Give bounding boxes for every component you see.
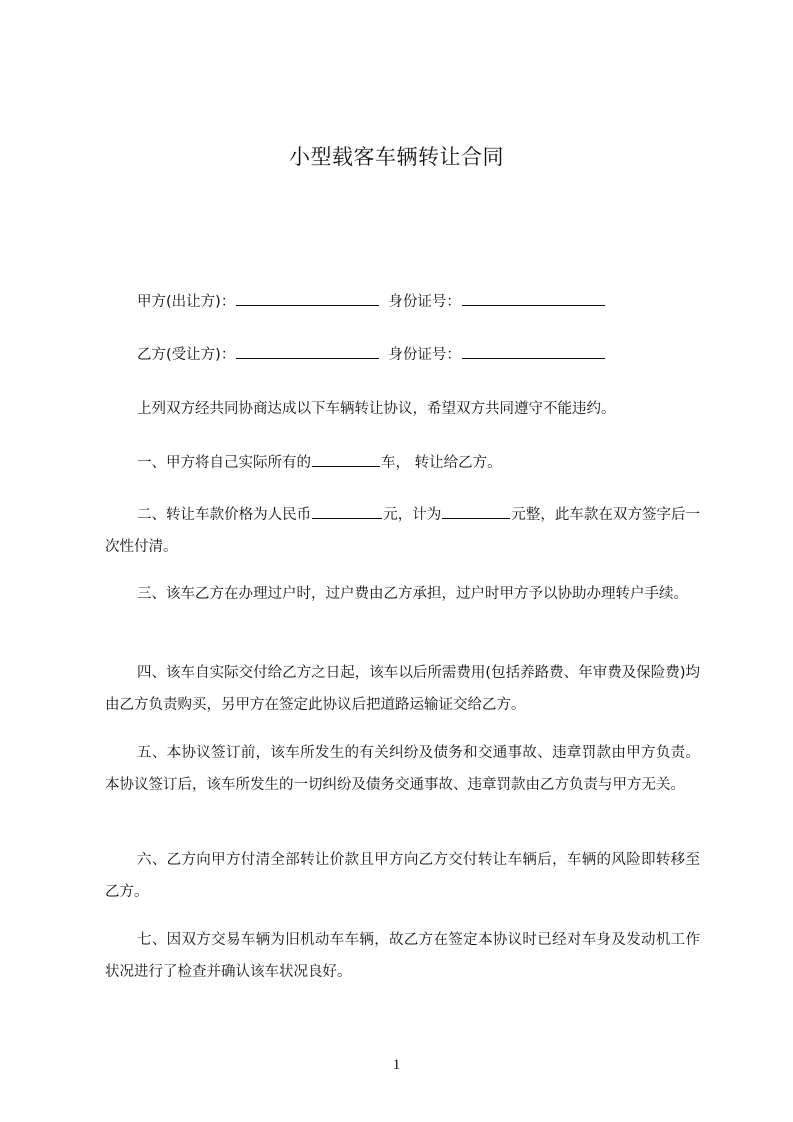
price-blank (312, 503, 382, 519)
price-in-words-blank (442, 503, 510, 519)
clause-2-text-part1: 二、转让车款价格为人民币 (137, 507, 312, 523)
party-a-label: 甲方(出让方)： (137, 294, 236, 310)
clause-6-paragraph: 六、乙方向甲方付清全部转让价款且甲方向乙方交付转让车辆后，车辆的风险即转移至乙方。 (105, 852, 700, 900)
page-number: 1 (392, 1057, 401, 1073)
clause-1-paragraph (105, 447, 700, 479)
clause-2-text-part2: 元，计为 (383, 507, 442, 523)
party-a-line (137, 290, 606, 313)
document-title: 小型载客车辆转让合同 (289, 145, 504, 169)
party-a-id-blank (462, 290, 605, 306)
party-b-id-label: 身份证号： (388, 347, 461, 363)
party-b-name-blank (236, 343, 379, 359)
party-b-label: 乙方(受让方)： (137, 347, 236, 363)
preamble-paragraph: 上列双方经共同协商达成以下车辆转让协议，希望双方共同遵守不能违约。 (137, 401, 616, 417)
vehicle-blank (312, 451, 380, 467)
clause-4-paragraph: 四、该车自实际交付给乙方之日起，该车以后所需费用(包括养路费、年审费及保险费)均由乙方负责购买，另甲方在签定此协议后把道路运输证交给乙方。 (105, 665, 700, 713)
clause-1-text-before: 一、甲方将自己实际所有的 (137, 455, 311, 471)
clause-2-paragraph (105, 499, 700, 563)
clause-7-paragraph: 七、因双方交易车辆为旧机动车车辆，故乙方在签定本协议时已经对车身及发动机工作状况进行了检查并确认该车状况良好。 (105, 932, 700, 980)
clause-2-text-part3: 元整，此车款在双方签字后一次性付清。 (105, 507, 701, 555)
party-b-id-blank (462, 343, 605, 359)
clause-1-text-after: 车， 转让给乙方。 (381, 455, 502, 471)
party-a-id-label: 身份证号： (388, 294, 461, 310)
party-a-name-blank (236, 290, 379, 306)
clause-3-paragraph: 三、该车乙方在办理过户时，过户费由乙方承担，过户时甲方予以协助办理转户手续。 (137, 586, 688, 602)
clause-5-paragraph: 五、本协议签订前，该车所发生的有关纠纷及债务和交通事故、违章罚款由甲方负责。本协议签订后，该车所发生的一切纠纷及债务交通事故、违章罚款由乙方负责与甲方无关。 (105, 745, 700, 793)
party-b-line (137, 343, 606, 366)
